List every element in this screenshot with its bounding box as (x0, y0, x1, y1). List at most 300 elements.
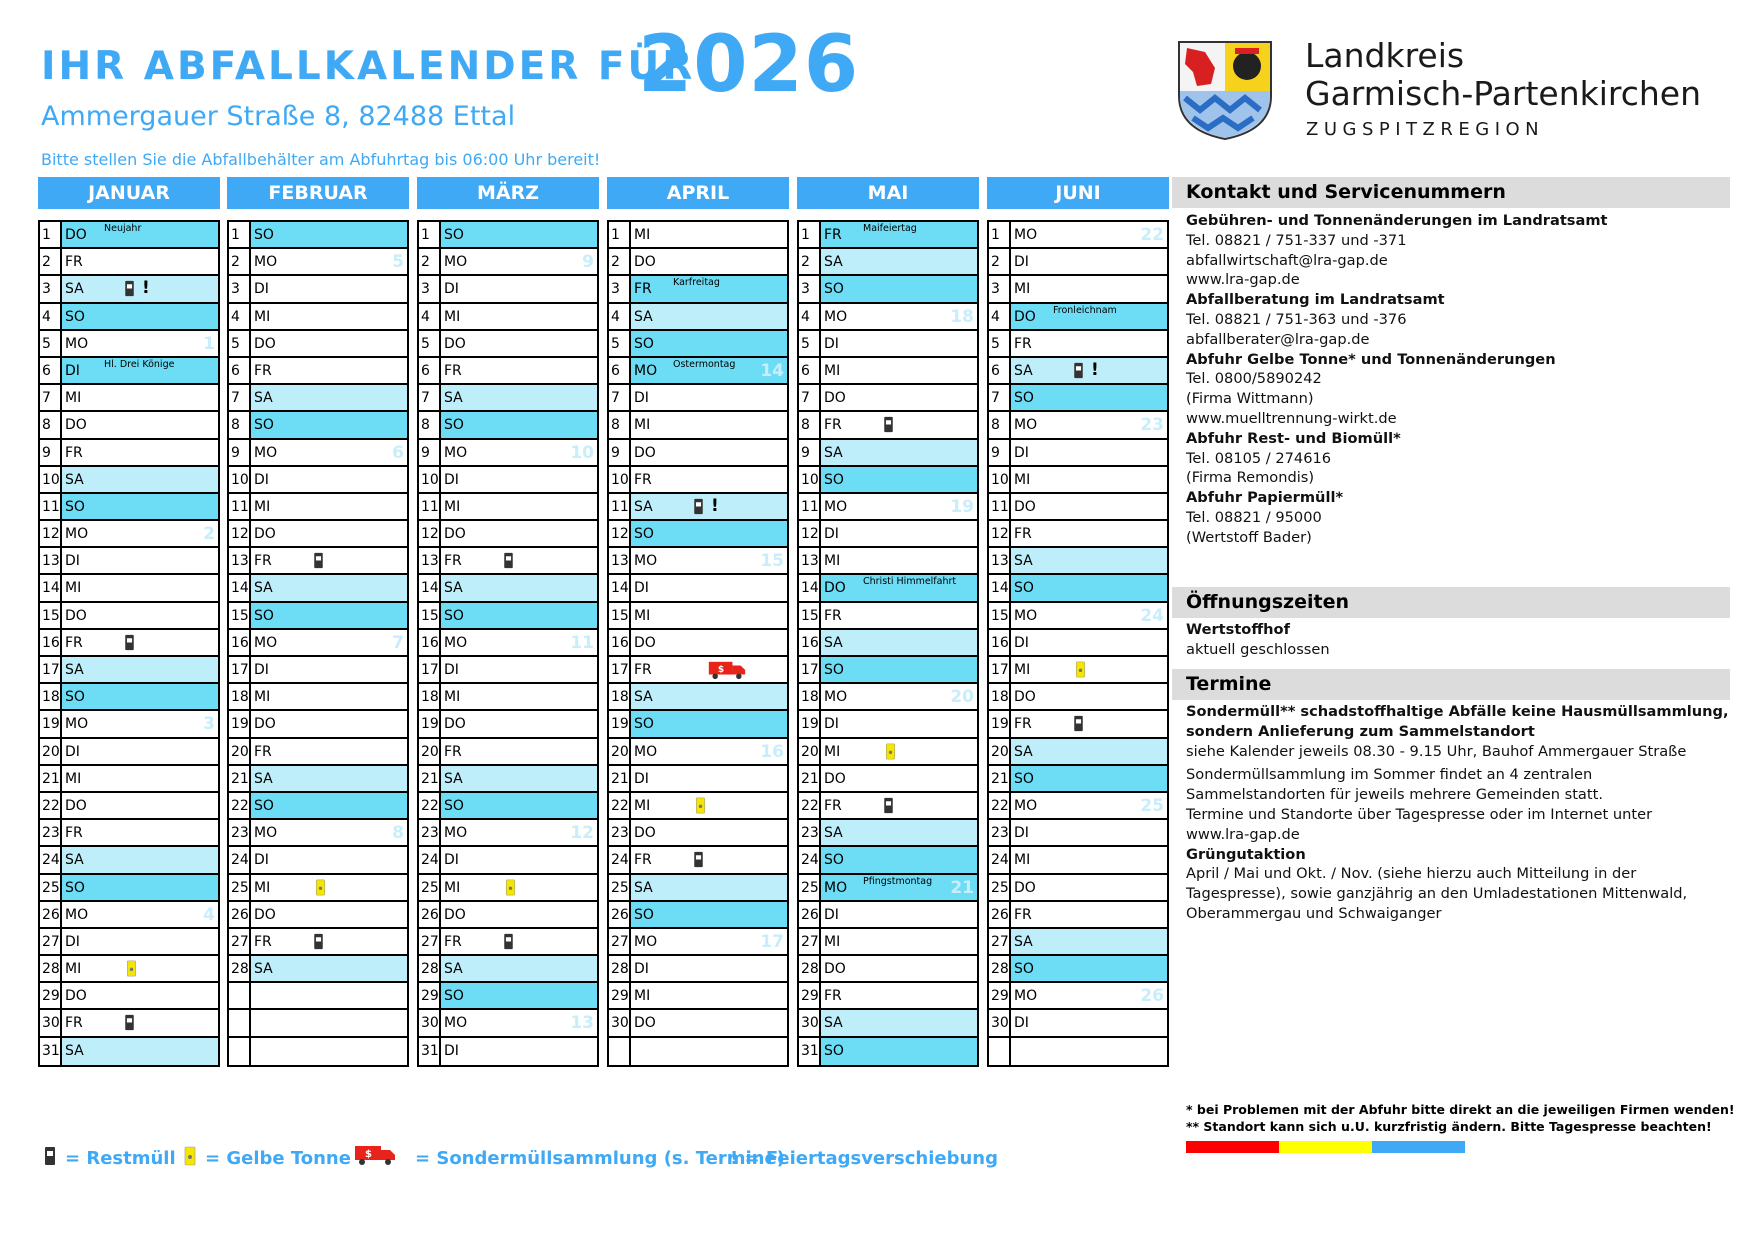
day-number: 15 (40, 603, 62, 628)
day-row (419, 847, 597, 874)
day-number: 31 (799, 1038, 821, 1065)
day-cell (1011, 304, 1167, 329)
week-number: 22 (1140, 225, 1164, 245)
day-row (40, 956, 218, 983)
day-cell (251, 1038, 407, 1065)
holiday-label: Christi Himmelfahrt (863, 576, 957, 588)
day-row (989, 603, 1167, 630)
day-row (799, 1010, 977, 1037)
day-row (419, 902, 597, 929)
day-row (40, 249, 218, 276)
day-row (229, 385, 407, 412)
day-cell (631, 440, 787, 465)
day-number: 8 (989, 412, 1011, 437)
day-row (609, 575, 787, 602)
week-number: 24 (1140, 605, 1164, 626)
day-number: 15 (989, 603, 1011, 628)
day-row (799, 875, 977, 902)
day-cell (821, 385, 977, 410)
day-number: 6 (799, 358, 821, 383)
day-cell (251, 766, 407, 791)
day-number (229, 1010, 251, 1035)
svg-text:$: $ (365, 1149, 372, 1160)
weekday-label: DI (444, 662, 459, 678)
day-number: 14 (229, 575, 251, 600)
day-number: 2 (989, 249, 1011, 274)
weekday-label: DO (444, 716, 466, 733)
day-row (989, 1038, 1167, 1065)
day-row (40, 1010, 218, 1037)
day-row (609, 494, 787, 521)
feiertag-shift-mark: ! (142, 278, 150, 299)
day-row (609, 711, 787, 738)
legend-sondermuell: = Sondermüllsammlung (s. Termine) (415, 1148, 785, 1169)
day-cell (1011, 983, 1167, 1008)
day-number: 23 (799, 820, 821, 845)
day-row (799, 739, 977, 766)
day-number: 28 (989, 956, 1011, 981)
weekday-label: MO (824, 498, 848, 515)
day-number: 24 (419, 847, 441, 872)
day-number: 4 (609, 304, 631, 329)
weekday-label: MI (824, 553, 841, 570)
day-number: 6 (609, 358, 631, 383)
day-cell (441, 820, 597, 845)
feiertag-shift-mark: ! (711, 495, 719, 516)
day-row (229, 1038, 407, 1065)
holiday-label: Karfreitag (673, 277, 720, 289)
day-cell (62, 331, 218, 356)
day-cell (1011, 630, 1167, 655)
day-row (989, 766, 1167, 793)
day-number: 19 (40, 711, 62, 736)
gelbe-tonne-icon (315, 879, 326, 896)
day-cell (251, 249, 407, 274)
day-cell (251, 467, 407, 492)
day-number: 8 (419, 412, 441, 437)
day-cell (1011, 494, 1167, 519)
day-cell (821, 983, 977, 1008)
day-number: 3 (419, 276, 441, 301)
weekday-label: DO (1014, 879, 1036, 896)
day-row (229, 956, 407, 983)
day-row (419, 820, 597, 847)
day-number: 16 (799, 630, 821, 655)
day-row (609, 1038, 787, 1065)
day-number: 4 (419, 304, 441, 329)
day-row (419, 711, 597, 738)
day-row (229, 1010, 407, 1037)
weekday-label: MI (824, 743, 841, 760)
weekday-label: MO (254, 634, 278, 651)
day-number: 18 (419, 684, 441, 709)
day-number: 28 (40, 956, 62, 981)
weekday-label: MO (444, 254, 468, 271)
day-cell (251, 331, 407, 356)
day-cell (631, 222, 787, 247)
day-number: 14 (609, 575, 631, 600)
day-number (229, 1038, 251, 1065)
weekday-label: FR (634, 281, 652, 298)
day-number: 10 (609, 467, 631, 492)
day-row (229, 467, 407, 494)
weekday-label: SA (444, 770, 463, 787)
day-cell (821, 548, 977, 573)
day-number: 10 (229, 467, 251, 492)
day-row (989, 467, 1167, 494)
day-number: 1 (609, 222, 631, 247)
day-cell (62, 548, 218, 573)
day-number: 21 (419, 766, 441, 791)
day-row (229, 793, 407, 820)
weekday-label: SO (1014, 961, 1034, 978)
day-number: 18 (40, 684, 62, 709)
kontakt-line: Abfuhr Papiermüll* (1186, 489, 1344, 507)
weekday-label: DI (634, 580, 649, 597)
color-bar-red (1186, 1141, 1279, 1153)
weekday-label: MO (65, 716, 89, 733)
day-cell (631, 304, 787, 329)
day-row (799, 956, 977, 983)
day-row (609, 412, 787, 439)
weekday-label: MO (254, 444, 278, 461)
weekday-label: FR (254, 362, 272, 379)
day-row (419, 630, 597, 657)
day-row (40, 603, 218, 630)
day-number: 7 (989, 385, 1011, 410)
day-number: 27 (419, 929, 441, 954)
day-list (38, 220, 220, 1067)
weekday-label: SA (65, 281, 84, 298)
day-cell (1011, 820, 1167, 845)
day-row (609, 739, 787, 766)
day-number: 6 (989, 358, 1011, 383)
week-number: 7 (392, 632, 404, 653)
kontakt-line: abfallwirtschaft@lra-gap.de (1186, 251, 1388, 269)
day-number: 17 (799, 657, 821, 682)
weekday-label: DO (444, 526, 466, 543)
day-number: 17 (229, 657, 251, 682)
weekday-label: SA (444, 580, 463, 597)
weekday-label: SA (1014, 933, 1033, 950)
day-number: 7 (609, 385, 631, 410)
day-number: 2 (229, 249, 251, 274)
day-cell (251, 657, 407, 682)
day-list (607, 220, 789, 1067)
day-cell (251, 276, 407, 301)
gelbe-tonne-icon (885, 743, 896, 760)
day-cell (251, 1010, 407, 1035)
restmuell-icon (503, 552, 514, 569)
day-number: 13 (40, 548, 62, 573)
feiertag-shift-mark: ! (1091, 359, 1099, 380)
day-cell (1011, 249, 1167, 274)
day-number: 13 (799, 548, 821, 573)
termine-line: Sondermüll** schadstoffhaltige Abfälle keine Hausmüllsammlung, (1186, 703, 1729, 720)
day-cell (1011, 847, 1167, 872)
day-row (989, 440, 1167, 467)
day-number: 7 (799, 385, 821, 410)
day-cell (1011, 929, 1167, 954)
weekday-label: SO (1014, 580, 1034, 597)
weekday-label: SO (65, 498, 85, 515)
day-row (609, 630, 787, 657)
day-number: 10 (989, 467, 1011, 492)
sondermuell-truck-icon (707, 660, 747, 680)
day-number: 3 (989, 276, 1011, 301)
weekday-label: DO (824, 961, 846, 978)
weekday-label: DO (254, 906, 276, 923)
day-cell (821, 875, 977, 900)
day-row (229, 711, 407, 738)
week-number: 20 (950, 687, 974, 708)
weekday-label: SA (634, 308, 653, 325)
day-cell (441, 630, 597, 655)
day-row (229, 575, 407, 602)
weekday-label: MO (1014, 607, 1038, 624)
day-cell (251, 440, 407, 465)
day-cell (251, 875, 407, 900)
day-cell (631, 739, 787, 764)
day-cell (631, 385, 787, 410)
kontakt-line: abfallberater@lra-gap.de (1186, 330, 1370, 348)
weekday-label: MI (1014, 852, 1031, 869)
day-number: 12 (799, 521, 821, 546)
weekday-label: MI (254, 498, 271, 515)
restmuell-icon (883, 416, 894, 433)
day-row (989, 575, 1167, 602)
weekday-label: SO (824, 281, 844, 298)
weekday-label: DI (444, 852, 459, 869)
day-cell (821, 684, 977, 709)
day-cell (821, 249, 977, 274)
footnote-2: ** Standort kann sich u.U. kurzfristig ändern. Bitte Tagespresse beachten! (1186, 1119, 1712, 1134)
day-row (799, 820, 977, 847)
day-cell (441, 440, 597, 465)
day-row (989, 222, 1167, 249)
day-number (229, 983, 251, 1008)
day-number: 2 (609, 249, 631, 274)
day-number: 4 (40, 304, 62, 329)
weekday-label: FR (1014, 716, 1032, 733)
day-cell (1011, 902, 1167, 927)
weekday-label: DO (634, 1015, 656, 1032)
day-row (989, 385, 1167, 412)
weekday-label: SO (1014, 390, 1034, 407)
day-number: 2 (419, 249, 441, 274)
weekday-label: MI (444, 308, 461, 325)
month-märz (417, 177, 599, 1067)
day-number: 15 (799, 603, 821, 628)
day-cell (1011, 1010, 1167, 1035)
day-number: 28 (229, 956, 251, 981)
day-cell (1011, 603, 1167, 628)
day-cell (441, 548, 597, 573)
day-row (989, 276, 1167, 303)
page-title: IHR ABFALLKALENDER FÜR (41, 44, 696, 89)
weekday-label: SO (824, 471, 844, 488)
day-row (799, 793, 977, 820)
day-number: 1 (419, 222, 441, 247)
day-cell (821, 276, 977, 301)
weekday-label: SA (254, 390, 273, 407)
day-number: 9 (799, 440, 821, 465)
weekday-label: DI (254, 281, 269, 298)
day-number: 9 (989, 440, 1011, 465)
day-number: 11 (229, 494, 251, 519)
day-row (40, 276, 218, 303)
day-cell (441, 304, 597, 329)
weekday-label: FR (444, 933, 462, 950)
day-row (609, 956, 787, 983)
day-row (229, 657, 407, 684)
day-row (40, 630, 218, 657)
weekday-label: MO (634, 933, 658, 950)
weekday-label: DI (65, 933, 80, 950)
logo-line-2: Garmisch-Partenkirchen (1305, 74, 1702, 113)
day-row (419, 494, 597, 521)
svg-text:$: $ (717, 664, 725, 675)
holiday-label: Fronleichnam (1053, 304, 1117, 316)
day-cell (62, 385, 218, 410)
day-cell (62, 847, 218, 872)
weekday-label: SA (1014, 743, 1033, 760)
day-row (989, 358, 1167, 385)
weekday-label: DO (1014, 498, 1036, 515)
day-number: 3 (799, 276, 821, 301)
day-number: 13 (989, 548, 1011, 573)
day-number: 21 (229, 766, 251, 791)
weekday-label: DO (634, 634, 656, 651)
oeffnung-info (1186, 620, 1330, 660)
day-number: 28 (609, 956, 631, 981)
day-cell (251, 820, 407, 845)
day-cell (62, 1038, 218, 1065)
termine-line: Tagespresse), sowie ganzjährig an den Umladestationen Mittenwald, (1186, 885, 1688, 903)
day-number: 25 (799, 875, 821, 900)
weekday-label: FR (444, 553, 462, 570)
weekday-label: MO (634, 743, 658, 760)
section-oeffnung-header: Öffnungszeiten (1172, 587, 1730, 618)
day-cell (821, 902, 977, 927)
termine-line: Sondermüllsammlung im Sommer findet an 4 zentralen (1186, 766, 1593, 784)
day-row (609, 385, 787, 412)
day-number: 5 (799, 331, 821, 356)
day-row (419, 249, 597, 276)
day-cell (1011, 521, 1167, 546)
logo-line-1: Landkreis (1305, 36, 1465, 75)
weekday-label: SA (254, 961, 273, 978)
day-row (989, 331, 1167, 358)
week-number: 16 (760, 741, 784, 762)
day-cell (62, 603, 218, 628)
day-row (799, 440, 977, 467)
day-row (419, 548, 597, 575)
day-row (419, 467, 597, 494)
weekday-label: DI (824, 906, 839, 923)
day-number: 22 (799, 793, 821, 818)
day-cell (631, 467, 787, 492)
day-number: 12 (609, 521, 631, 546)
restmuell-icon (124, 634, 135, 651)
day-number: 19 (419, 711, 441, 736)
day-cell (1011, 358, 1167, 383)
day-number: 17 (609, 657, 631, 682)
weekday-label: FR (65, 254, 83, 271)
day-row (419, 657, 597, 684)
day-cell (62, 276, 218, 301)
weekday-label: DO (824, 580, 846, 597)
sondermuell-truck-icon (354, 1144, 396, 1166)
day-row (229, 521, 407, 548)
weekday-label: DI (1014, 444, 1029, 461)
year: 2026 (638, 20, 860, 110)
restmuell-icon (124, 280, 135, 297)
day-cell (62, 1010, 218, 1035)
week-number: 2 (203, 524, 215, 545)
day-row (989, 902, 1167, 929)
weekday-label: DI (444, 281, 459, 298)
day-row (609, 249, 787, 276)
weekday-label: MO (824, 689, 848, 706)
day-row (989, 1010, 1167, 1037)
weekday-label: MO (444, 825, 468, 842)
weekday-label: SA (824, 444, 843, 461)
day-row (419, 739, 597, 766)
month-februar (227, 177, 409, 1067)
day-cell (631, 412, 787, 437)
week-number: 5 (392, 252, 404, 273)
day-number: 12 (989, 521, 1011, 546)
day-number: 22 (229, 793, 251, 818)
kontakt-info (1186, 211, 1608, 548)
weekday-label: DO (444, 335, 466, 352)
legend-restmuell: = Restmüll (65, 1148, 176, 1169)
weekday-label: DI (65, 553, 80, 570)
weekday-label: MI (634, 607, 651, 624)
week-number: 14 (760, 360, 784, 381)
day-number: 23 (40, 820, 62, 845)
day-cell (62, 793, 218, 818)
day-cell (441, 521, 597, 546)
day-row (799, 902, 977, 929)
weekday-label: SO (65, 689, 85, 706)
day-number: 14 (799, 575, 821, 600)
restmuell-icon (44, 1146, 56, 1166)
weekday-label: DO (254, 526, 276, 543)
day-cell (821, 331, 977, 356)
kontakt-line: www.muelltrennung-wirkt.de (1186, 409, 1397, 427)
day-number: 9 (40, 440, 62, 465)
weekday-label: MI (254, 879, 271, 896)
day-row (419, 222, 597, 249)
day-row (40, 521, 218, 548)
day-row (40, 385, 218, 412)
day-number: 24 (40, 847, 62, 872)
weekday-label: SO (634, 526, 654, 543)
day-number: 1 (799, 222, 821, 247)
day-cell (251, 222, 407, 247)
weekday-label: DO (824, 390, 846, 407)
day-row (419, 603, 597, 630)
day-number: 7 (419, 385, 441, 410)
holiday-label: Ostermontag (673, 358, 736, 370)
day-cell (1011, 657, 1167, 682)
day-number: 12 (40, 521, 62, 546)
day-number: 23 (419, 820, 441, 845)
weekday-label: DO (824, 770, 846, 787)
weekday-label: MO (254, 825, 278, 842)
